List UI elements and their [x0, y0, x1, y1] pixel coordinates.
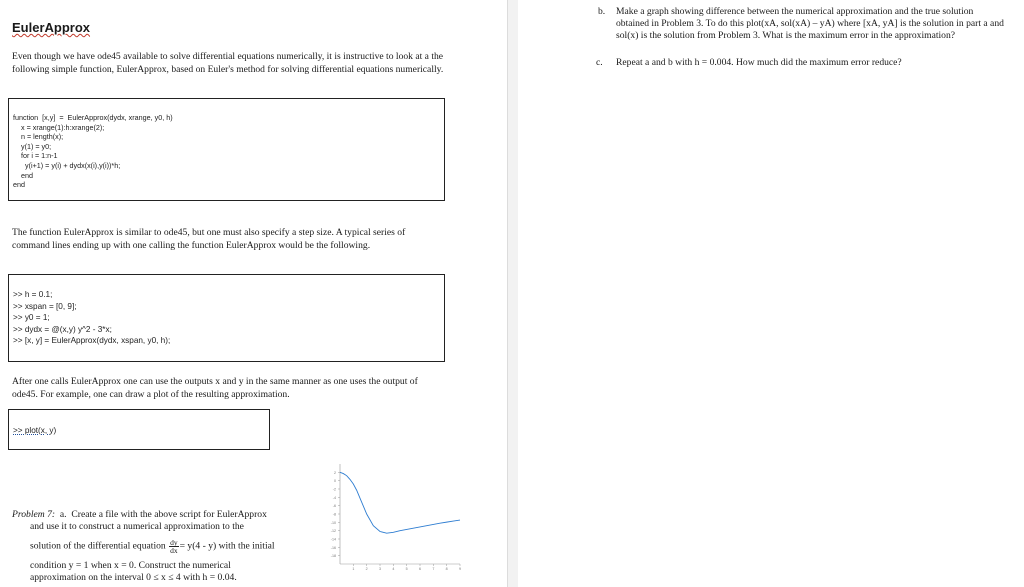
y-tick-label: -8	[332, 512, 336, 517]
problem-line-4: condition y = 1 when x = 0. Construct the numerical	[30, 560, 231, 571]
x-tick-label: 3	[379, 567, 381, 570]
command-code: >> h = 0.1; >> xspan = [0, 9]; >> y0 = 1; >> dydx = @(x,y) y^2 - 3*x; >> [x, y] = EulerApprox(dydx, xspan, y0, h);	[13, 290, 171, 346]
y-tick-label: -10	[330, 520, 336, 525]
problem-7	[12, 509, 312, 584]
y-tick-label: -16	[330, 545, 336, 550]
y-tick-label: -4	[332, 495, 336, 500]
y-tick-label: -12	[330, 529, 336, 534]
x-tick-label: 5	[405, 567, 408, 570]
x-tick-label: 2	[365, 567, 368, 570]
y-tick-label: 2	[334, 470, 336, 475]
x-tick-label: 4	[392, 567, 395, 570]
function-code-box	[8, 98, 445, 201]
after-paragraph: After one calls EulerApprox one can use the outputs x and y in the same manner as one uses the output of ode45. For example, one can draw a plot of the resulting approximation.	[12, 376, 418, 400]
x-tick-label: 7	[432, 567, 435, 570]
y-tick-label: -2	[332, 487, 336, 492]
y-tick-label: -6	[332, 504, 336, 509]
fraction-numerator: dy	[170, 538, 178, 547]
series-line-y	[340, 472, 460, 533]
problem-line-5: approximation on the interval 0 ≤ x ≤ 4 with h = 0.04.	[30, 572, 237, 583]
part-b-letter: b.	[598, 6, 606, 17]
part-c-letter: c.	[596, 57, 603, 68]
x-tick-label: 1	[352, 567, 355, 570]
problem-line-2: and use it to construct a numerical approximation to the	[30, 521, 244, 532]
dy-dx-fraction	[169, 539, 179, 554]
problem-label: Problem 7:	[12, 509, 56, 520]
plot-command: >> plot(x, y)	[13, 426, 57, 435]
x-tick-label: 6	[419, 567, 421, 570]
y-tick-label: 0	[334, 479, 336, 484]
middle-paragraph: The function EulerApprox is similar to ode45, but one must also specify a step size. A typical series of command lines ending up with one calling the function EulerApprox would be the following.	[12, 227, 406, 251]
fraction-denominator: dx	[170, 546, 178, 555]
problem-line-1: Create a file with the above script for EulerApprox	[71, 509, 267, 520]
intro-paragraph: Even though we have ode45 available to solve differential equations numerically, it is instructive to look at a the following simple function, EulerApprox, based on Euler's method for solving differential equations numerically.	[12, 51, 444, 75]
x-tick-label: 9	[459, 567, 461, 570]
part-c-text: Repeat a and b with h = 0.004. How much did the maximum error reduce?	[616, 57, 902, 68]
y-tick-label: -18	[330, 554, 336, 559]
approximation-plot	[318, 458, 468, 570]
part-a-letter: a.	[59, 509, 67, 520]
function-code: function [x,y] = EulerApprox(dydx, xrange, y0, h) x = xrange(1):h:xrange(2); n = length(x); y(1) = y0; for i = 1:n-1 y(i+1) = y(i) + dydx(x(i),y(i))*h; end end	[13, 113, 173, 190]
y-tick-label: -14	[330, 537, 336, 542]
command-code-box	[8, 274, 445, 362]
problem-line-3-post: = y(4 - y) with the initial	[179, 540, 275, 552]
page-title: EulerApprox	[12, 20, 91, 35]
plot-command-box	[8, 409, 270, 450]
right-page	[518, 0, 1024, 587]
problem-line-3-pre: solution of the differential equation	[30, 540, 166, 552]
left-page	[0, 0, 507, 587]
part-b-text: Make a graph showing difference between the numerical approximation and the true solution obtained in Problem 3. To do this plot(xA, sol(xA) – yA) where [xA, yA] is the solution in part a and sol(x) is the solution from Problem 3. What is the maximum error in the approximation?	[616, 6, 1004, 41]
x-tick-label: 8	[445, 567, 448, 570]
